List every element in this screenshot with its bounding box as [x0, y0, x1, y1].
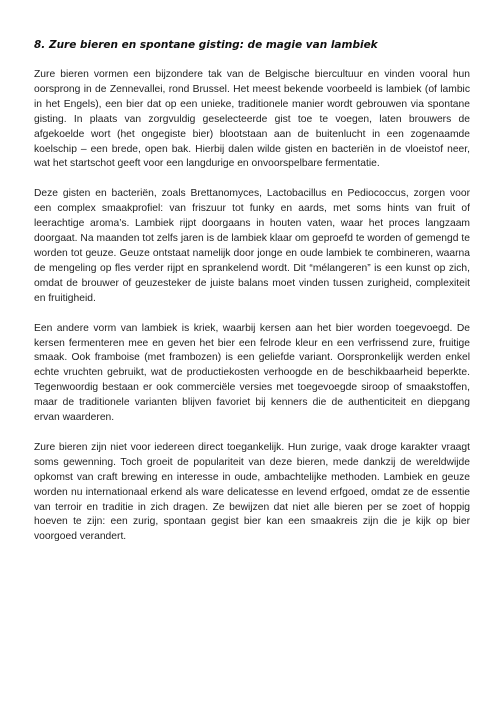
paragraph-conclusion: Zure bieren zijn niet voor iedereen direct toegankelijk. Hun zurige, vaak droge karakter vraagt soms gewenning. Toch groeit de populariteit van deze bieren, mede dankzij de wereldwijde opkomst van craft brewing en interesse in oude, ambachtelijke methoden. Lambiek en geuze worden nu internationaal erkend als ware delicatesse en levend erfgoed, omdat ze de essentie van terroir en traditie in zich dragen. Ze bewijzen dat niet alle bieren per se zoet of hoppig hoeven te zijn: een zurig, spontaan gegist bier kan een smaakreis zijn die je kijk op bier voorgoed verandert.: [34, 441, 470, 543]
paragraph-microbes: Deze gisten en bacteriën, zoals Brettanomyces, Lactobacillus en Pediococcus, zorgen voor een complex smaakprofiel: van friszuur tot funky en aards, met soms hints van fruit of leerachtige aroma’s. Lambiek rijpt doorgaans in houten vaten, waar het proces langzaam doorgaat. Na maanden tot zelfs jaren is de lambiek klaar om geproefd te worden of gemengd te worden tot geuze. Geuze ontstaat namelijk door jonge en oude lambiek te combineren, waarna de mengeling op fles verder rijpt en sprankelend wordt. Dit “mélangeren” is een kunst op zich, omdat de brouwer of geuzesteker de juiste balans moet vinden tussen zurigheid, complexiteit en fruitigheid.: [34, 188, 470, 304]
paragraph-kriek: Een andere vorm van lambiek is kriek, waarbij kersen aan het bier worden toegevoegd. De kersen fermenteren mee en geven het bier een felrode kleur en een verfrissend zure, fruitige smaak. Ook framboise (met frambozen) is een geliefde variant. Oorspronkelijk werden enkel echte vruchten gebruikt, wat de productiekosten verhoogde en de beschikbaarheid beperkte. Tegenwoordig bestaan er ook commerciële versies met toegevoegde siroop of smaakstoffen, maar de traditionele varianten blijven favoriet bij kenners die de authenticiteit en diepgang ervan waarderen.: [34, 322, 470, 424]
paragraph-intro: Zure bieren vormen een bijzondere tak van de Belgische biercultuur en vinden vooral hun oorsprong in de Zennevallei, rond Brussel. Het meest bekende voorbeeld is lambiek (of lambic in het Engels), een bier dat op een unieke, traditionele manier wordt gebrouwen via spontane gisting. In plaats van zorgvuldig geselecteerde gist toe te voegen, laten brouwers de afgekoelde wort (het ongegiste bier) blootstaan aan de buitenlucht in een zogenaamde koelschip – een brede, open bak. Hierbij dalen wilde gisten en bacteriën in de vloeistof neer, wat het startschot geeft voor een langdurige en onvoorspelbare fermentatie.: [34, 69, 470, 170]
section-heading: 8. Zure bieren en spontane gisting: de magie van lambiek: [34, 39, 378, 51]
document-body: [34, 38, 470, 560]
